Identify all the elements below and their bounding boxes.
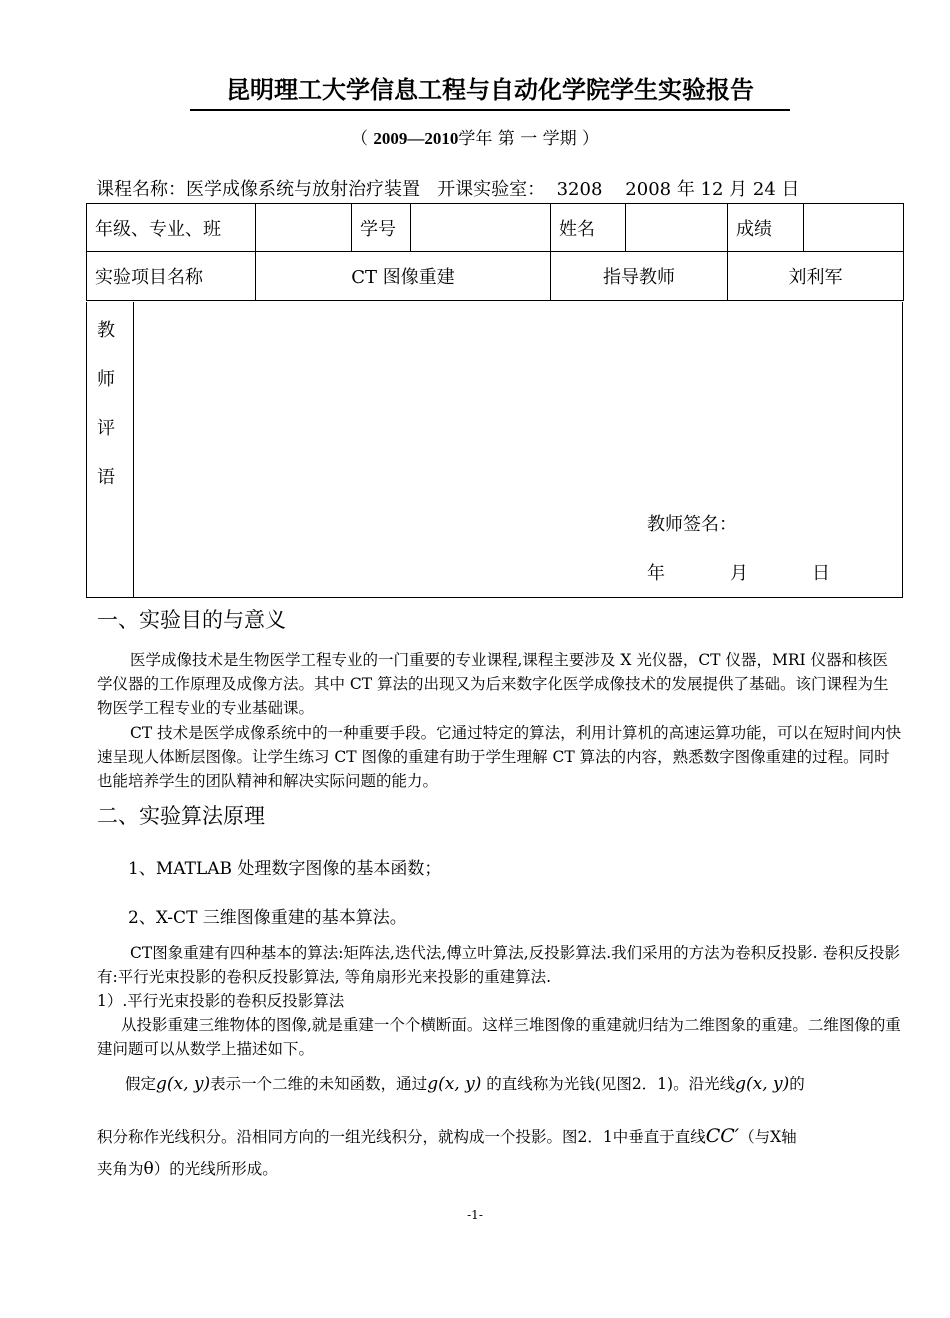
- comment-label-char: 语: [97, 467, 115, 488]
- info-table: [86, 203, 904, 301]
- report-title: 昆明理工大学信息工程与自动化学院学生实验报告: [190, 70, 790, 111]
- section-2-paragraph-3-line-1: [97, 1072, 903, 1096]
- section-2-heading: 二、实验算法原理: [97, 804, 265, 828]
- semester-open: （: [350, 129, 368, 149]
- comment-label-char: 教: [97, 320, 115, 341]
- score-label: 成绩: [728, 204, 804, 252]
- course-info-line: 课程名称：医学成像系统与放射治疗装置 开课实验室： 3208 2008 年 12 月 24 日: [96, 179, 800, 200]
- formula-cc: CC′: [705, 1125, 740, 1147]
- student-id-label: 学号: [352, 204, 411, 252]
- formula-theta: θ: [143, 1159, 154, 1179]
- comment-label-char: 评: [97, 418, 115, 439]
- p3-text-d: 的: [789, 1075, 805, 1093]
- section-2-item-1: 1、MATLAB 处理数字图像的基本函数；: [128, 859, 442, 879]
- teacher-value: 刘利军: [728, 252, 904, 301]
- date-year: 年: [647, 563, 665, 584]
- semester-years: 2009—2010: [373, 129, 459, 148]
- formula-g-3: g(x, y): [735, 1074, 790, 1094]
- p3-text-b: 表示一个二维的未知函数，通过: [210, 1075, 428, 1093]
- page-number: -1-: [467, 1208, 483, 1222]
- section-2-paragraph-2: 从投影重建三维物体的图像,就是重建一个个横断面。这样三堆图像的重建就归结为二维图象的重建。二维图像的重建问题可以从数学上描述如下。: [97, 1016, 901, 1058]
- p5-text-a: 夹角为: [97, 1160, 144, 1178]
- section-2-paragraph-3-line-3: [97, 1157, 903, 1181]
- formula-g-1: g(x, y): [156, 1074, 211, 1094]
- formula-g-2: g(x, y): [427, 1074, 482, 1094]
- section-1-paragraph-2: CT 技术是医学成像系统中的一种重要手段。它通过特定的算法，利用计算机的高速运算功能，可以在短时间内快速呈现人体断层图像。让学生练习 CT 图像的重建有助于学生理解 CT 算法的内容，熟悉数字图像重建的过程。同时也能培养学生的团队精神和解决实际问题的能力。: [97, 724, 902, 790]
- p4-text-b: （与X轴: [739, 1128, 797, 1146]
- section-2-paragraph-1: CT图象重建有四种基本的算法:矩阵法,迭代法,傅立叶算法,反投影算法.我们采用的方法为卷积反投影. 卷积反投影有:平行光束投影的卷积反投影算法, 等角扇形光来投影的重建算法.: [97, 944, 900, 986]
- name-value[interactable]: [626, 204, 728, 252]
- section-2-subheading: 1）.平行光束投影的卷积反投影算法: [97, 992, 345, 1010]
- semester-rest: 学年 第 一 学期 ）: [458, 129, 600, 149]
- date-day: 日: [812, 563, 830, 584]
- semester-line: [0, 124, 950, 149]
- section-1-heading: 一、实验目的与意义: [97, 608, 286, 632]
- p3-text-a: 假定: [125, 1075, 157, 1093]
- student-id-value[interactable]: [411, 204, 551, 252]
- teacher-comment-box: [86, 302, 903, 598]
- score-value[interactable]: [804, 204, 904, 252]
- project-value: CT 图像重建: [256, 252, 551, 301]
- section-2-item-2: 2、X-CT 三维图像重建的基本算法。: [128, 908, 407, 928]
- section-1-paragraph-1: 医学成像技术是生物医学工程专业的一门重要的专业课程,课程主要涉及 X 光仪器，CT 仪器，MRI 仪器和核医学仪器的工作原理及成像方法。其中 CT 算法的出现又为后来数字化医学成像技术的发展提供了基础。该门课程为生物医学工程专业的专业基础课。: [97, 651, 889, 717]
- p4-text-a: 积分称作光线积分。沿相同方向的一组光线积分，就构成一个投影。图2．1中垂直于直线: [97, 1128, 706, 1146]
- p3-text-c: 的直线称为光钱(见图2．1)。沿光线: [481, 1075, 736, 1093]
- section-2-paragraph-3-line-2: [97, 1124, 903, 1149]
- date-month: 月: [730, 563, 748, 584]
- comment-label-char: 师: [97, 369, 115, 390]
- project-label: 实验项目名称: [87, 252, 256, 301]
- grade-label: 年级、专业、班: [87, 204, 256, 252]
- teacher-signature-label: 教师签名：: [647, 514, 737, 535]
- name-label: 姓名: [551, 204, 626, 252]
- p5-text-b: ）的光线所形成。: [153, 1160, 278, 1178]
- teacher-label: 指导教师: [551, 252, 728, 301]
- comment-label-column: [87, 302, 134, 597]
- grade-value[interactable]: [256, 204, 352, 252]
